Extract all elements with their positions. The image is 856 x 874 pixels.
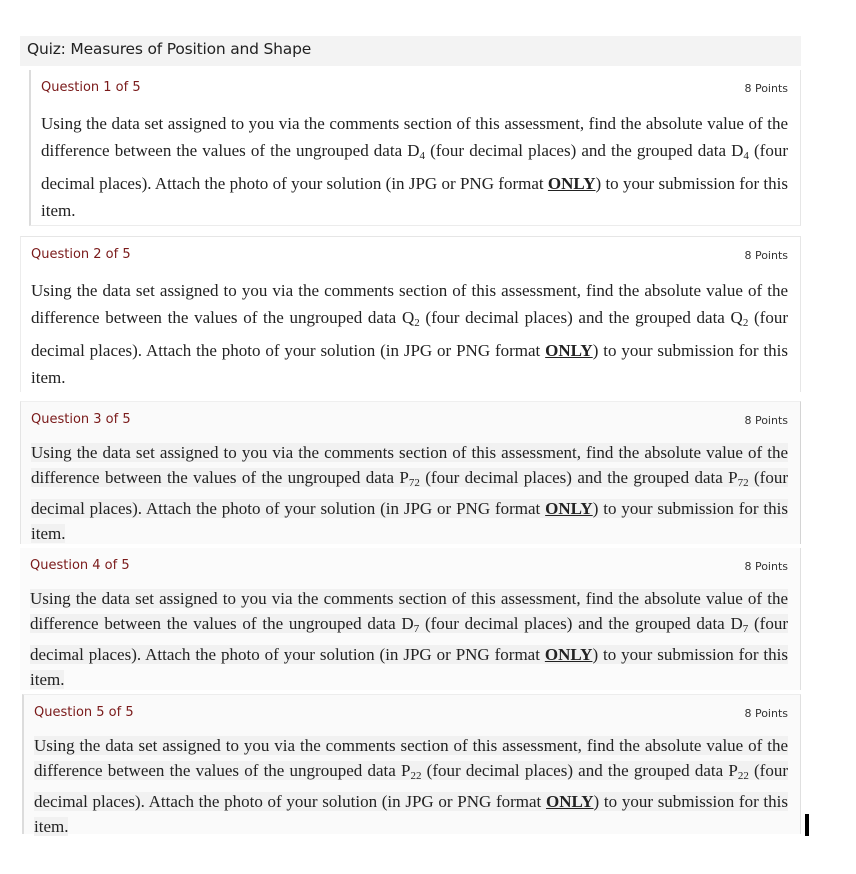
question-card-1[interactable]: [29, 70, 801, 226]
question-card-5[interactable]: [22, 694, 801, 834]
question-card-3[interactable]: [20, 401, 801, 544]
statistic-symbol: P: [728, 468, 738, 487]
statistic-subscript: 22: [410, 770, 422, 782]
quiz-header: [20, 36, 801, 66]
question-text: Using the data set assigned to you via the comments section of this assessment, find the absolute value of the difference between the values of the ungrouped data $D_4$ (four decimal places) and the grouped data $D_4$ (four decimal places). Attach the photo of your solution (in JPG or PNG format ONLY) to your submission for this item.: [41, 114, 788, 220]
question-points: 8 Points: [744, 707, 788, 720]
statistic-symbol: Q: [401, 308, 415, 327]
statistic-symbol: D: [730, 614, 743, 633]
question-label: Question 2 of 5: [31, 247, 131, 262]
question-points: 8 Points: [744, 82, 788, 95]
statistic-subscript: 4: [743, 150, 749, 162]
statistic-symbol: Q: [730, 308, 743, 327]
statistic-subscript: 4: [419, 150, 425, 162]
question-points: 8 Points: [744, 249, 788, 262]
question-header: [31, 247, 790, 267]
question-label: Question 3 of 5: [31, 412, 131, 427]
emphasis-only: ONLY: [544, 645, 593, 664]
question-header: [31, 412, 790, 432]
statistic-subscript: 2: [742, 317, 749, 329]
text-cursor-icon: [805, 814, 809, 836]
emphasis-only: ONLY: [545, 499, 593, 518]
statistic-symbol: P: [399, 468, 409, 487]
question-points: 8 Points: [744, 560, 788, 573]
quiz-title: Quiz: Measures of Position and Shape: [27, 40, 312, 58]
statistic-symbol: D: [401, 614, 414, 633]
question-card-4[interactable]: [20, 548, 801, 690]
question-header: [41, 80, 790, 100]
question-text: Using the data set assigned to you via the comments section of this assessment, find the absolute value of the difference between the values of the ungrouped data $P_{72}$ (four decimal places) and the grouped data $P_{72}$ (four decimal places). Attach the photo of your solution (in JPG or PNG format ONLY) to your submission for this item.: [31, 443, 789, 543]
question-label: Question 4 of 5: [30, 558, 130, 573]
question-label: Question 1 of 5: [41, 80, 141, 95]
statistic-subscript: 2: [414, 317, 420, 329]
statistic-symbol: P: [400, 761, 411, 780]
question-header: [30, 558, 790, 578]
question-text: Using the data set assigned to you via the comments section of this assessment, find the absolute value of the difference between the values of the ungrouped data $P_{22}$ (four decimal places) and the grouped data $P_{22}$ (four decimal places). Attach the photo of your solution (in JPG or PNG format ONLY) to your submission for this item.: [34, 736, 788, 836]
statistic-subscript: 7: [742, 623, 749, 635]
question-text: Using the data set assigned to you via the comments section of this assessment, find the absolute value of the difference between the values of the ungrouped data $Q_2$ (four decimal places) and the grouped data $Q_2$ (four decimal places). Attach the photo of your solution (in JPG or PNG format ONLY) to your submission for this item.: [31, 281, 789, 387]
statistic-symbol: D: [407, 141, 420, 160]
statistic-subscript: 7: [413, 623, 420, 635]
emphasis-only: ONLY: [545, 341, 593, 360]
question-label: Question 5 of 5: [34, 705, 134, 720]
emphasis-only: ONLY: [547, 174, 596, 193]
statistic-subscript: 22: [737, 770, 749, 782]
statistic-subscript: 72: [737, 477, 749, 489]
question-card-2[interactable]: [20, 236, 801, 392]
question-text: Using the data set assigned to you via the comments section of this assessment, find the absolute value of the difference between the values of the ungrouped data $D_7$ (four decimal places) and the grouped data $D_7$ (four decimal places). Attach the photo of your solution (in JPG or PNG format ONLY) to your submission for this item.: [30, 589, 789, 689]
statistic-symbol: D: [731, 141, 744, 160]
statistic-subscript: 72: [408, 477, 420, 489]
statistic-symbol: P: [728, 761, 738, 780]
emphasis-only: ONLY: [545, 792, 594, 811]
question-header: [34, 705, 790, 725]
question-points: 8 Points: [744, 414, 788, 427]
